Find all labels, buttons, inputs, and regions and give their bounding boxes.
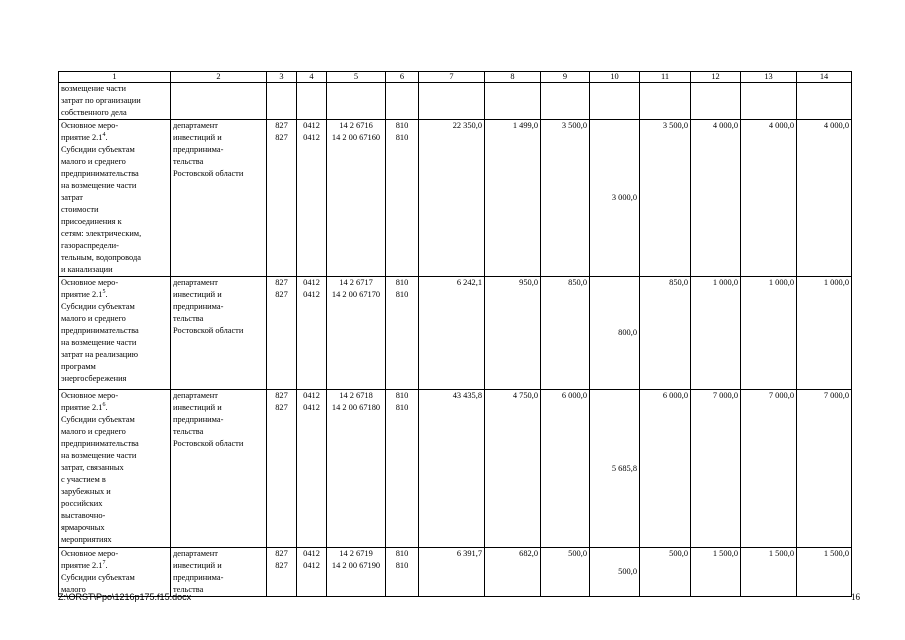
responsible-line: предпринима-	[173, 573, 224, 582]
name-line: Основное меро-	[61, 121, 119, 130]
name-line: Субсидии субъектам	[61, 145, 135, 154]
column-number-11: 11	[640, 72, 691, 83]
column-number-12: 12	[691, 72, 741, 83]
responsible-executor-cell	[171, 548, 267, 597]
amount-col10-cell: 5 685,8	[590, 390, 640, 548]
continuation-row	[59, 83, 852, 120]
expense-type-cell	[386, 548, 419, 597]
section-code-line: 0412	[303, 278, 320, 287]
name-line: программ	[61, 362, 96, 371]
amount-col9-cell: 6 000,0	[541, 390, 590, 548]
amount-col11-cell: 500,0	[640, 548, 691, 597]
responsible-line: инвестиций и	[173, 290, 222, 299]
section-code-line: 0412	[303, 391, 320, 400]
amount-col8-cell: 4 750,0	[485, 390, 541, 548]
name-line: российских	[61, 499, 103, 508]
amount-col12-cell: 1 500,0	[691, 548, 741, 597]
name-line-text: приятие 2.1	[61, 403, 103, 412]
expense-type-line: 810	[395, 290, 409, 299]
expense-type-cell	[386, 277, 419, 390]
grbs-code-line: 827	[275, 278, 288, 287]
total-amount-cell: 6 242,1	[419, 277, 485, 390]
column-number-14: 14	[797, 72, 852, 83]
name-line: мероприятиях	[61, 535, 112, 544]
amount-col12-cell: 7 000,0	[691, 390, 741, 548]
grbs-code-cell	[267, 548, 297, 597]
target-article-cell	[327, 120, 386, 277]
name-line: затрат на реализацию	[61, 350, 139, 359]
grbs-code-line: 827	[275, 121, 288, 130]
name-line-text: приятие 2.1	[61, 561, 103, 570]
amount-col12-cell: 1 000,0	[691, 277, 741, 390]
total-amount-cell: 6 391,7	[419, 548, 485, 597]
amount-col11-cell: 6 000,0	[640, 390, 691, 548]
section-code-line: 0412	[303, 549, 320, 558]
column-number-9: 9	[541, 72, 590, 83]
column-number-5: 5	[327, 72, 386, 83]
amount-col10-cell: 500,0	[590, 548, 640, 597]
column-number-7: 7	[419, 72, 485, 83]
name-line: с участием в	[61, 475, 106, 484]
name-line: предпринимательства	[61, 439, 139, 448]
name-line: приятие $2.1^6$.	[61, 402, 108, 412]
expense-type-line: 810	[395, 278, 409, 287]
column-number-10: 10	[590, 72, 640, 83]
expense-type-line: 810	[395, 549, 409, 558]
target-article-line: 14 2 6719	[339, 549, 373, 558]
section-code-line: 0412	[303, 121, 320, 130]
name-line: ярмарочных	[61, 523, 105, 532]
expense-type-line: 810	[395, 403, 409, 412]
target-article-line: 14 2 00 67190	[331, 561, 381, 570]
column-number-8: 8	[485, 72, 541, 83]
name-line: затрат	[61, 193, 83, 202]
name-line: затрат, связанных	[61, 463, 124, 472]
name-line: малого и среднего	[61, 427, 126, 436]
table-row	[59, 120, 852, 277]
amount-col9-cell: 3 500,0	[541, 120, 590, 277]
name-line: сетям: электрическим,	[61, 229, 142, 238]
name-line: Субсидии субъектам	[61, 302, 135, 311]
responsible-line: инвестиций и	[173, 133, 222, 142]
amount-col11-cell: 3 500,0	[640, 120, 691, 277]
name-line: зарубежных и	[61, 487, 111, 496]
grbs-code-cell	[267, 120, 297, 277]
expense-type-line: 810	[395, 133, 409, 142]
amount-col9-cell: 500,0	[541, 548, 590, 597]
amount-col10-cell: 800,0	[590, 277, 640, 390]
name-line: на возмещение части	[61, 451, 137, 460]
name-line: Субсидии субъектам	[61, 415, 135, 424]
section-code-cell	[297, 548, 327, 597]
section-code-line: 0412	[303, 290, 320, 299]
name-line: и канализации	[61, 265, 113, 274]
grbs-code-cell	[267, 277, 297, 390]
responsible-line: Ростовской области	[173, 439, 244, 448]
expense-type-line: 810	[395, 121, 409, 130]
amount-col13-cell: 7 000,0	[741, 390, 797, 548]
target-article-line: 14 2 6716	[339, 121, 373, 130]
grbs-code-line: 827	[275, 290, 288, 299]
amount-col13-cell: 1 000,0	[741, 277, 797, 390]
responsible-line: предпринима-	[173, 415, 224, 424]
section-code-cell	[297, 277, 327, 390]
section-code-cell	[297, 120, 327, 277]
name-line: малого	[61, 585, 86, 594]
name-line: малого и среднего	[61, 314, 126, 323]
footer-page-number: 16	[851, 592, 860, 602]
name-line: предпринимательства	[61, 169, 139, 178]
responsible-line: тельства	[173, 157, 204, 166]
amount-col8-cell: 682,0	[485, 548, 541, 597]
total-amount-cell: 43 435,8	[419, 390, 485, 548]
amount-col8-cell: 950,0	[485, 277, 541, 390]
table-row	[59, 277, 852, 390]
name-line: энергосбережения	[61, 374, 127, 383]
footnote-mark: 6	[102, 402, 106, 409]
amount-col14-cell: 1 000,0	[797, 277, 852, 390]
grbs-code-line: 827	[275, 403, 288, 412]
name-line-text: приятие 2.1	[61, 290, 103, 299]
name-line: приятие $2.1^7$.	[61, 560, 108, 570]
target-article-cell	[327, 390, 386, 548]
measure-name-cell	[59, 277, 171, 390]
name-line: приятие $2.1^4$.	[61, 132, 108, 142]
name-line-text: приятие 2.1	[61, 133, 103, 142]
amount-col14-cell: 4 000,0	[797, 120, 852, 277]
responsible-line: Ростовской области	[173, 326, 244, 335]
amount-col12-cell: 4 000,0	[691, 120, 741, 277]
responsible-line: тельства	[173, 314, 204, 323]
name-line: предпринимательства	[61, 326, 139, 335]
continuation-name-cell	[59, 83, 171, 120]
name-line: малого и среднего	[61, 157, 126, 166]
responsible-line: предпринима-	[173, 302, 224, 311]
grbs-code-line: 827	[275, 133, 288, 142]
target-article-line: 14 2 6717	[339, 278, 373, 287]
column-number-row	[59, 72, 852, 83]
responsible-line: тельства	[173, 585, 204, 594]
grbs-code-cell	[267, 390, 297, 548]
responsible-line: инвестиций и	[173, 561, 222, 570]
responsible-executor-cell	[171, 277, 267, 390]
amount-col13-cell: 4 000,0	[741, 120, 797, 277]
table-row	[59, 390, 852, 548]
name-line: Основное меро-	[61, 278, 119, 287]
target-article-line: 14 2 6718	[339, 391, 373, 400]
program-budget-table	[58, 71, 852, 597]
amount-col8-cell: 1 499,0	[485, 120, 541, 277]
name-line: тельным, водопровода	[61, 253, 141, 262]
target-article-line: 14 2 00 67170	[331, 290, 381, 299]
measure-name-cell	[59, 120, 171, 277]
name-line: Основное меро-	[61, 549, 119, 558]
responsible-executor-cell	[171, 120, 267, 277]
grbs-code-line: 827	[275, 561, 288, 570]
target-article-cell	[327, 548, 386, 597]
measure-name-cell	[59, 390, 171, 548]
amount-col13-cell: 1 500,0	[741, 548, 797, 597]
name-line: собственного дела	[61, 108, 127, 117]
responsible-line: департамент	[173, 549, 218, 558]
column-number-1: 1	[59, 72, 171, 83]
target-article-line: 14 2 00 67180	[331, 403, 381, 412]
responsible-line: предпринима-	[173, 145, 224, 154]
target-article-line: 14 2 00 67160	[331, 133, 381, 142]
amount-col10-cell: 3 000,0	[590, 120, 640, 277]
responsible-line: департамент	[173, 121, 218, 130]
target-article-cell	[327, 277, 386, 390]
section-code-line: 0412	[303, 561, 320, 570]
amount-col11-cell: 850,0	[640, 277, 691, 390]
grbs-code-line: 827	[275, 549, 288, 558]
measure-name-cell	[59, 548, 171, 597]
footer-file-path: Z:\ORST\Ppo\1216p175.f15.docx	[58, 592, 192, 602]
section-code-cell	[297, 390, 327, 548]
footnote-mark: 5	[102, 289, 106, 296]
name-line: выставочно-	[61, 511, 106, 520]
name-line: затрат по организации	[61, 96, 141, 105]
name-line: приятие $2.1^5$.	[61, 289, 108, 299]
name-line: на возмещение части	[61, 338, 137, 347]
name-line: присоединения к	[61, 217, 122, 226]
column-number-2: 2	[171, 72, 267, 83]
name-line: возмещение части	[61, 84, 127, 93]
amount-col14-cell: 7 000,0	[797, 390, 852, 548]
expense-type-cell	[386, 120, 419, 277]
section-code-line: 0412	[303, 133, 320, 142]
grbs-code-line: 827	[275, 391, 288, 400]
footnote-mark: 4	[102, 132, 106, 139]
column-number-3: 3	[267, 72, 297, 83]
table-row	[59, 548, 852, 597]
name-line: Основное меро-	[61, 391, 119, 400]
responsible-line: инвестиций и	[173, 403, 222, 412]
name-line: стоимости	[61, 205, 99, 214]
name-line: на возмещение части	[61, 181, 137, 190]
responsible-line: тельства	[173, 427, 204, 436]
expense-type-line: 810	[395, 391, 409, 400]
name-line: газораспредели-	[61, 241, 119, 250]
responsible-line: департамент	[173, 391, 218, 400]
column-number-4: 4	[297, 72, 327, 83]
expense-type-line: 810	[395, 561, 409, 570]
responsible-executor-cell	[171, 390, 267, 548]
section-code-line: 0412	[303, 403, 320, 412]
column-number-6: 6	[386, 72, 419, 83]
footnote-mark: 7	[102, 560, 106, 567]
responsible-line: департамент	[173, 278, 218, 287]
expense-type-cell	[386, 390, 419, 548]
amount-col14-cell: 1 500,0	[797, 548, 852, 597]
amount-col9-cell: 850,0	[541, 277, 590, 390]
responsible-line: Ростовской области	[173, 169, 244, 178]
total-amount-cell: 22 350,0	[419, 120, 485, 277]
name-line: Субсидии субъектам	[61, 573, 135, 582]
column-number-13: 13	[741, 72, 797, 83]
